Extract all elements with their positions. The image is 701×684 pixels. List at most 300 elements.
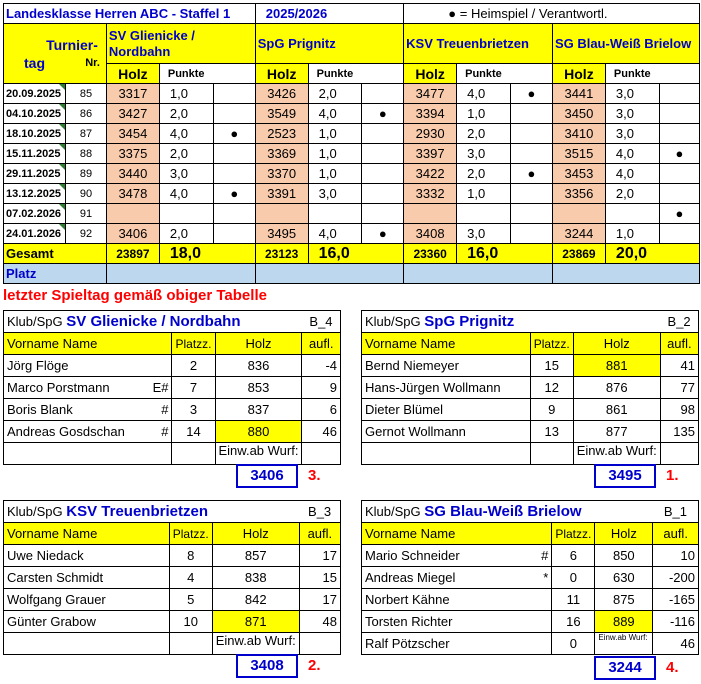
name-column-header: Vorname Name bbox=[4, 333, 172, 355]
match-row bbox=[4, 224, 700, 244]
match-row bbox=[4, 104, 700, 124]
club-code: B_4 bbox=[302, 311, 341, 333]
holz-cell: 3370 bbox=[255, 164, 308, 184]
match-row bbox=[4, 124, 700, 144]
punkte-cell: 3,0 bbox=[457, 144, 511, 164]
turniertag-header: Turnier- tag Nr. bbox=[4, 24, 107, 84]
name-column-header: Vorname Name bbox=[362, 333, 531, 355]
club-header: Klub/SpG SpG Prignitz bbox=[362, 311, 661, 333]
club-header: Klub/SpG SV Glienicke / Nordbahn bbox=[4, 311, 302, 333]
match-row bbox=[4, 84, 700, 104]
comment-marker-icon bbox=[59, 104, 65, 110]
player-row bbox=[362, 355, 699, 377]
punkte-cell bbox=[159, 204, 213, 224]
player-platz: 0 bbox=[552, 633, 595, 655]
empty-cell bbox=[530, 443, 573, 465]
player-holz: 857 bbox=[212, 545, 299, 567]
comment-marker-icon bbox=[59, 144, 65, 150]
holz-cell: 3332 bbox=[404, 184, 457, 204]
player-row bbox=[4, 567, 341, 589]
player-platz: 12 bbox=[530, 377, 573, 399]
home-dot-icon bbox=[659, 164, 699, 184]
team-rank: 3. bbox=[308, 467, 321, 484]
holz-cell: 3244 bbox=[552, 224, 605, 244]
player-aufl: 41 bbox=[660, 355, 698, 377]
league-title: Landesklasse Herren ABC - Staffel 1 bbox=[4, 4, 256, 24]
holz-cell: 3408 bbox=[404, 224, 457, 244]
empty-cell bbox=[362, 443, 531, 465]
match-number: 90 bbox=[65, 184, 106, 204]
player-row bbox=[362, 545, 699, 567]
player-holz: 853 bbox=[215, 377, 302, 399]
platz-column-header: Platzz. bbox=[530, 333, 573, 355]
punkte-header: Punkte bbox=[605, 64, 699, 84]
home-dot-icon bbox=[362, 124, 404, 144]
holz-header: Holz bbox=[404, 64, 457, 84]
total-holz: 23360 bbox=[404, 244, 457, 264]
team-lineup-box bbox=[361, 310, 699, 465]
holz-cell: 3453 bbox=[552, 164, 605, 184]
match-date: 13.12.2025 bbox=[4, 184, 66, 204]
player-holz: 842 bbox=[212, 589, 299, 611]
player-name: Ralf Pötzscher bbox=[362, 633, 519, 655]
punkte-cell: 2,0 bbox=[308, 84, 362, 104]
punkte-cell: 2,0 bbox=[159, 224, 213, 244]
player-name: Gernot Wollmann bbox=[362, 421, 511, 443]
player-marker: # bbox=[518, 545, 552, 567]
player-holz: 875 bbox=[595, 589, 653, 611]
player-holz: 889 bbox=[595, 611, 653, 633]
legend: ● = Heimspiel / Verantwortl. bbox=[404, 4, 700, 24]
holz-cell: 3356 bbox=[552, 184, 605, 204]
holz-cell: 3369 bbox=[255, 144, 308, 164]
total-holz: 23897 bbox=[106, 244, 159, 264]
player-name: Günter Grabow bbox=[4, 611, 145, 633]
player-holz: 850 bbox=[595, 545, 653, 567]
standings-table bbox=[3, 3, 700, 284]
punkte-cell: 4,0 bbox=[308, 104, 362, 124]
platz-column-header: Platzz. bbox=[169, 523, 212, 545]
player-holz: 861 bbox=[573, 399, 660, 421]
holz-cell: 3441 bbox=[552, 84, 605, 104]
match-date: 29.11.2025 bbox=[4, 164, 66, 184]
player-name: Andreas Gosdschan bbox=[4, 421, 145, 443]
total-punkte: 18,0 bbox=[159, 244, 255, 264]
player-name: Wolfgang Grauer bbox=[4, 589, 145, 611]
holz-cell: 3515 bbox=[552, 144, 605, 164]
player-holz: 876 bbox=[573, 377, 660, 399]
home-dot-icon bbox=[659, 104, 699, 124]
einwechsel-label: Einw.ab Wurf: bbox=[215, 443, 302, 465]
player-holz: 881 bbox=[573, 355, 660, 377]
player-holz: 877 bbox=[573, 421, 660, 443]
match-row bbox=[4, 164, 700, 184]
punkte-cell: 2,0 bbox=[605, 184, 659, 204]
home-dot-icon bbox=[659, 84, 699, 104]
match-date: 07.02.2026 bbox=[4, 204, 66, 224]
match-date: 24.01.2026 bbox=[4, 224, 66, 244]
team-rank: 1. bbox=[666, 467, 679, 484]
total-label: Gesamt bbox=[4, 244, 107, 264]
player-aufl: -4 bbox=[302, 355, 341, 377]
platz-label: Platz bbox=[4, 264, 107, 284]
match-number: 88 bbox=[65, 144, 106, 164]
holz-column-header: Holz bbox=[215, 333, 302, 355]
home-dot-icon: ● bbox=[659, 204, 699, 224]
player-row bbox=[362, 589, 699, 611]
team-rank: 2. bbox=[308, 657, 321, 674]
holz-cell: 3426 bbox=[255, 84, 308, 104]
comment-marker-icon bbox=[59, 164, 65, 170]
season: 2025/2026 bbox=[255, 4, 403, 24]
home-dot-icon: ● bbox=[448, 6, 457, 21]
holz-cell: 3317 bbox=[106, 84, 159, 104]
home-dot-icon bbox=[362, 84, 404, 104]
home-dot-icon bbox=[213, 164, 255, 184]
player-row bbox=[4, 421, 341, 443]
total-holz: 23869 bbox=[552, 244, 605, 264]
player-row bbox=[362, 421, 699, 443]
player-row bbox=[362, 611, 699, 633]
match-date: 20.09.2025 bbox=[4, 84, 66, 104]
home-dot-icon bbox=[511, 104, 553, 124]
player-aufl: 17 bbox=[299, 589, 340, 611]
holz-column-header: Holz bbox=[595, 523, 653, 545]
punkte-cell: 1,0 bbox=[457, 184, 511, 204]
home-dot-icon: ● bbox=[213, 124, 255, 144]
player-aufl: 9 bbox=[302, 377, 341, 399]
holz-cell: 3397 bbox=[404, 144, 457, 164]
aufl-column-header: aufl. bbox=[653, 523, 699, 545]
comment-marker-icon bbox=[59, 84, 65, 90]
player-holz: 630 bbox=[595, 567, 653, 589]
player-platz: 6 bbox=[552, 545, 595, 567]
home-dot-icon bbox=[511, 224, 553, 244]
home-dot-icon bbox=[511, 204, 553, 224]
player-name: Torsten Richter bbox=[362, 611, 519, 633]
player-name: Hans-Jürgen Wollmann bbox=[362, 377, 511, 399]
match-number: 89 bbox=[65, 164, 106, 184]
player-name: Jörg Flöge bbox=[4, 355, 145, 377]
punkte-cell: 1,0 bbox=[605, 224, 659, 244]
player-marker: E# bbox=[144, 377, 172, 399]
match-date: 15.11.2025 bbox=[4, 144, 66, 164]
punkte-cell: 4,0 bbox=[308, 224, 362, 244]
player-platz: 2 bbox=[172, 355, 215, 377]
team-lineup-box bbox=[361, 500, 699, 655]
player-name: Mario Schneider bbox=[362, 545, 519, 567]
platz-column-header: Platzz. bbox=[172, 333, 215, 355]
match-number: 91 bbox=[65, 204, 106, 224]
empty-cell bbox=[660, 443, 698, 465]
player-platz: 5 bbox=[169, 589, 212, 611]
holz-cell: 3375 bbox=[106, 144, 159, 164]
platz-cell bbox=[552, 264, 699, 284]
punkte-cell: 1,0 bbox=[457, 104, 511, 124]
player-marker bbox=[144, 355, 172, 377]
empty-cell bbox=[302, 443, 341, 465]
player-marker: # bbox=[144, 399, 172, 421]
player-platz: 3 bbox=[172, 399, 215, 421]
player-platz: 0 bbox=[552, 567, 595, 589]
punkte-cell bbox=[457, 204, 511, 224]
holz-cell bbox=[255, 204, 308, 224]
holz-cell bbox=[404, 204, 457, 224]
einwechsel-label: Einw.ab Wurf: bbox=[595, 633, 653, 655]
punkte-cell: 4,0 bbox=[605, 164, 659, 184]
player-row bbox=[4, 589, 341, 611]
holz-header: Holz bbox=[106, 64, 159, 84]
total-punkte: 16,0 bbox=[308, 244, 404, 264]
club-code: B_2 bbox=[660, 311, 698, 333]
player-name: Dieter Blümel bbox=[362, 399, 511, 421]
player-marker bbox=[144, 545, 169, 567]
holz-cell: 3422 bbox=[404, 164, 457, 184]
player-marker bbox=[518, 611, 552, 633]
player-aufl: 77 bbox=[660, 377, 698, 399]
player-holz: 871 bbox=[212, 611, 299, 633]
player-marker: * bbox=[518, 567, 552, 589]
home-dot-icon bbox=[362, 164, 404, 184]
player-row bbox=[362, 633, 699, 655]
player-platz: 11 bbox=[552, 589, 595, 611]
total-punkte: 20,0 bbox=[605, 244, 699, 264]
einwechsel-label: Einw.ab Wurf: bbox=[212, 633, 299, 655]
holz-header: Holz bbox=[552, 64, 605, 84]
player-marker bbox=[144, 567, 169, 589]
total-punkte: 16,0 bbox=[457, 244, 553, 264]
player-platz: 16 bbox=[552, 611, 595, 633]
player-marker bbox=[511, 421, 530, 443]
holz-cell: 3495 bbox=[255, 224, 308, 244]
aufl-column-header: aufl. bbox=[302, 333, 341, 355]
punkte-cell: 3,0 bbox=[308, 184, 362, 204]
home-dot-icon: ● bbox=[511, 164, 553, 184]
comment-marker-icon bbox=[59, 224, 65, 230]
player-name: Andreas Miegel bbox=[362, 567, 519, 589]
match-date: 18.10.2025 bbox=[4, 124, 66, 144]
team-lineup-box bbox=[3, 310, 341, 465]
holz-cell: 3454 bbox=[106, 124, 159, 144]
player-name: Norbert Kähne bbox=[362, 589, 519, 611]
punkte-cell: 1,0 bbox=[308, 164, 362, 184]
empty-cell bbox=[169, 633, 212, 655]
player-holz: 880 bbox=[215, 421, 302, 443]
name-column-header: Vorname Name bbox=[4, 523, 170, 545]
punkte-cell bbox=[605, 204, 659, 224]
club-header: Klub/SpG KSV Treuenbrietzen bbox=[4, 501, 300, 523]
team-lineup-box bbox=[3, 500, 341, 655]
player-row bbox=[4, 545, 341, 567]
holz-header: Holz bbox=[255, 64, 308, 84]
team-header-3: KSV Treuenbrietzen bbox=[404, 24, 553, 64]
player-holz: 838 bbox=[212, 567, 299, 589]
match-number: 85 bbox=[65, 84, 106, 104]
player-name: Bernd Niemeyer bbox=[362, 355, 511, 377]
punkte-cell: 2,0 bbox=[159, 144, 213, 164]
holz-cell: 3406 bbox=[106, 224, 159, 244]
total-holz: 23123 bbox=[255, 244, 308, 264]
player-aufl: 10 bbox=[653, 545, 699, 567]
holz-cell: 3391 bbox=[255, 184, 308, 204]
team-total-holz: 3495 bbox=[594, 464, 656, 488]
player-marker bbox=[144, 611, 169, 633]
holz-cell: 2930 bbox=[404, 124, 457, 144]
punkte-cell: 1,0 bbox=[308, 144, 362, 164]
punkte-cell: 3,0 bbox=[605, 84, 659, 104]
player-platz: 9 bbox=[530, 399, 573, 421]
name-column-header: Vorname Name bbox=[362, 523, 552, 545]
punkte-cell: 3,0 bbox=[457, 224, 511, 244]
holz-cell: 2523 bbox=[255, 124, 308, 144]
comment-marker-icon bbox=[59, 204, 65, 210]
home-dot-icon: ● bbox=[511, 84, 553, 104]
empty-cell bbox=[4, 633, 170, 655]
player-platz: 10 bbox=[169, 611, 212, 633]
player-aufl: 98 bbox=[660, 399, 698, 421]
team-header-2: SpG Prignitz bbox=[255, 24, 403, 64]
home-dot-icon bbox=[362, 144, 404, 164]
player-row bbox=[4, 399, 341, 421]
home-dot-icon bbox=[213, 144, 255, 164]
punkte-cell: 4,0 bbox=[159, 184, 213, 204]
punkte-header: Punkte bbox=[457, 64, 553, 84]
player-platz: 15 bbox=[530, 355, 573, 377]
player-aufl: 48 bbox=[299, 611, 340, 633]
player-aufl: 15 bbox=[299, 567, 340, 589]
home-dot-icon: ● bbox=[362, 104, 404, 124]
player-aufl: 46 bbox=[653, 633, 699, 655]
player-row bbox=[362, 399, 699, 421]
home-dot-icon bbox=[659, 124, 699, 144]
player-marker bbox=[511, 399, 530, 421]
player-name: Carsten Schmidt bbox=[4, 567, 145, 589]
empty-cell bbox=[299, 633, 340, 655]
home-dot-icon: ● bbox=[213, 184, 255, 204]
team-total-holz: 3244 bbox=[594, 656, 656, 680]
player-marker bbox=[511, 355, 530, 377]
platz-cell bbox=[106, 264, 255, 284]
home-dot-icon bbox=[659, 184, 699, 204]
home-dot-icon: ● bbox=[362, 224, 404, 244]
punkte-cell: 4,0 bbox=[457, 84, 511, 104]
player-name: Uwe Niedack bbox=[4, 545, 145, 567]
player-aufl: -165 bbox=[653, 589, 699, 611]
match-row bbox=[4, 204, 700, 224]
player-aufl: -200 bbox=[653, 567, 699, 589]
holz-cell: 3427 bbox=[106, 104, 159, 124]
comment-marker-icon bbox=[59, 184, 65, 190]
home-dot-icon bbox=[362, 184, 404, 204]
player-platz: 8 bbox=[169, 545, 212, 567]
player-marker bbox=[518, 633, 552, 655]
player-row bbox=[362, 567, 699, 589]
punkte-cell: 1,0 bbox=[308, 124, 362, 144]
punkte-cell bbox=[308, 204, 362, 224]
empty-cell bbox=[172, 443, 215, 465]
team-total-holz: 3406 bbox=[236, 464, 298, 488]
team-header-4: SG Blau-Weiß Brielow bbox=[552, 24, 699, 64]
player-marker bbox=[144, 589, 169, 611]
holz-cell: 3549 bbox=[255, 104, 308, 124]
player-aufl: 135 bbox=[660, 421, 698, 443]
player-platz: 7 bbox=[172, 377, 215, 399]
comment-marker-icon bbox=[59, 124, 65, 130]
holz-cell: 3450 bbox=[552, 104, 605, 124]
player-row bbox=[4, 355, 341, 377]
holz-cell: 3477 bbox=[404, 84, 457, 104]
player-row bbox=[362, 377, 699, 399]
match-number: 87 bbox=[65, 124, 106, 144]
match-number: 92 bbox=[65, 224, 106, 244]
punkte-cell: 3,0 bbox=[605, 104, 659, 124]
player-marker: # bbox=[144, 421, 172, 443]
punkte-cell: 3,0 bbox=[605, 124, 659, 144]
club-header: Klub/SpG SG Blau-Weiß Brielow bbox=[362, 501, 653, 523]
subtitle: letzter Spieltag gemäß obiger Tabelle bbox=[3, 287, 267, 304]
home-dot-icon bbox=[213, 84, 255, 104]
player-marker bbox=[511, 377, 530, 399]
aufl-column-header: aufl. bbox=[299, 523, 340, 545]
club-code: B_3 bbox=[299, 501, 340, 523]
home-dot-icon bbox=[213, 204, 255, 224]
club-code: B_1 bbox=[653, 501, 699, 523]
holz-cell: 3410 bbox=[552, 124, 605, 144]
player-platz: 13 bbox=[530, 421, 573, 443]
punkte-header: Punkte bbox=[308, 64, 404, 84]
player-name: Marco Porstmann bbox=[4, 377, 145, 399]
platz-cell bbox=[404, 264, 553, 284]
player-aufl: 6 bbox=[302, 399, 341, 421]
empty-cell bbox=[4, 443, 172, 465]
punkte-cell: 2,0 bbox=[159, 104, 213, 124]
punkte-cell: 2,0 bbox=[457, 124, 511, 144]
match-number: 86 bbox=[65, 104, 106, 124]
punkte-cell: 2,0 bbox=[457, 164, 511, 184]
player-aufl: -116 bbox=[653, 611, 699, 633]
player-marker bbox=[518, 589, 552, 611]
home-dot-icon bbox=[511, 144, 553, 164]
punkte-cell: 4,0 bbox=[159, 124, 213, 144]
holz-cell bbox=[106, 204, 159, 224]
player-row bbox=[4, 377, 341, 399]
holz-cell: 3394 bbox=[404, 104, 457, 124]
punkte-cell: 4,0 bbox=[605, 144, 659, 164]
home-dot-icon bbox=[213, 224, 255, 244]
holz-column-header: Holz bbox=[212, 523, 299, 545]
einwechsel-label: Einw.ab Wurf: bbox=[573, 443, 660, 465]
holz-column-header: Holz bbox=[573, 333, 660, 355]
player-row bbox=[4, 611, 341, 633]
player-holz: 836 bbox=[215, 355, 302, 377]
player-aufl: 17 bbox=[299, 545, 340, 567]
home-dot-icon bbox=[659, 224, 699, 244]
punkte-cell: 1,0 bbox=[159, 84, 213, 104]
punkte-header: Punkte bbox=[159, 64, 255, 84]
home-dot-icon bbox=[362, 204, 404, 224]
match-row bbox=[4, 144, 700, 164]
player-platz: 14 bbox=[172, 421, 215, 443]
aufl-column-header: aufl. bbox=[660, 333, 698, 355]
holz-cell bbox=[552, 204, 605, 224]
home-dot-icon bbox=[511, 184, 553, 204]
team-header-1: SV Glienicke / Nordbahn bbox=[106, 24, 255, 64]
punkte-cell: 3,0 bbox=[159, 164, 213, 184]
home-dot-icon: ● bbox=[659, 144, 699, 164]
holz-cell: 3440 bbox=[106, 164, 159, 184]
team-rank: 4. bbox=[666, 659, 679, 676]
player-platz: 4 bbox=[169, 567, 212, 589]
